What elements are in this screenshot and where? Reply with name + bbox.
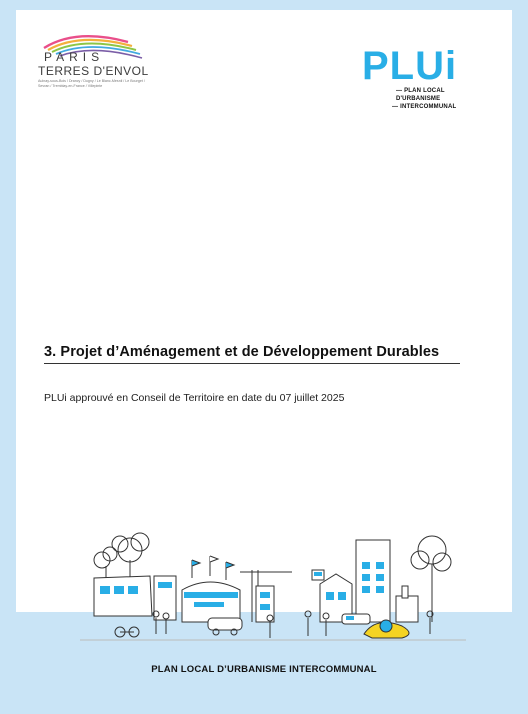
document-title: 3. Projet d’Aménagement et de Développement Durables [44, 344, 440, 360]
plui-logo-line2: D'URBANISME [396, 96, 441, 102]
title-underline [44, 363, 460, 364]
ptde-logo-communes: Aulnay-sous-Bois / Drancy / Dugny / Le Blanc-Mesnil / Le Bourget / Sevran / Tremblay-en-France / Villepinte [38, 79, 145, 88]
ptde-logo-title-line1: PARIS [44, 50, 105, 64]
ptde-logo-title-line2: TERRES D'ENVOL [38, 64, 149, 78]
footer-label: PLAN LOCAL D’URBANISME INTERCOMMUNAL [151, 664, 377, 675]
plui-logo-line3: — INTERCOMMUNAL [392, 104, 457, 110]
plui-logo: PLUi [362, 44, 458, 88]
city-illustration [80, 530, 466, 646]
plui-logo-line1: — PLAN LOCAL [396, 88, 445, 94]
document-subtitle: PLUi approuvé en Conseil de Territoire en date du 07 juillet 2025 [44, 392, 345, 404]
